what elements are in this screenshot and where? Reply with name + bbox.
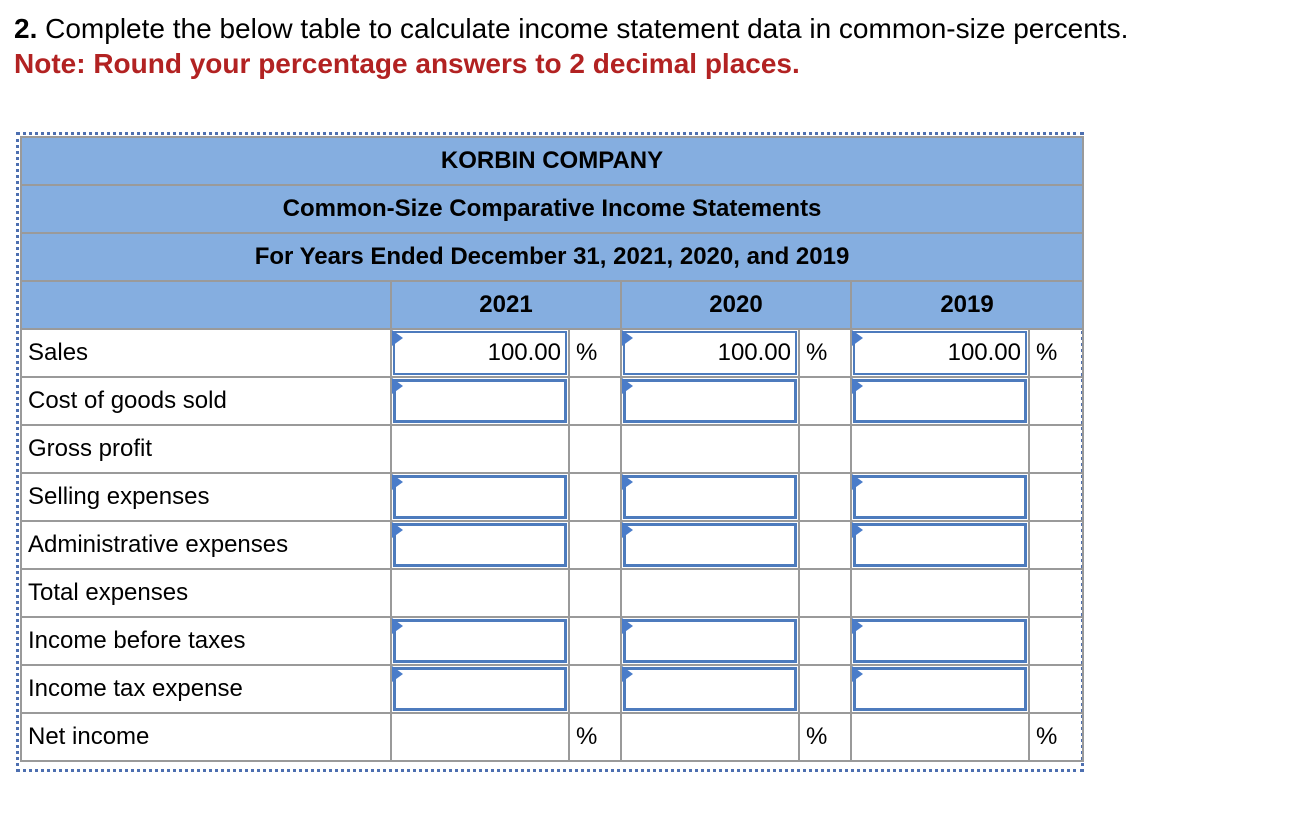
- total-expenses-2020-value: [621, 569, 799, 617]
- percent-sign: %: [799, 329, 851, 377]
- admin-expenses-2019-input[interactable]: [853, 523, 1027, 567]
- question-body: Complete the below table to calculate income statement data in common-size percents.: [45, 13, 1129, 44]
- gross-profit-2019-value: [851, 425, 1029, 473]
- year-header-2019: 2019: [851, 281, 1083, 329]
- income-tax-2020-input[interactable]: [623, 667, 797, 711]
- percent-sign: %: [569, 329, 621, 377]
- year-header-blank: [21, 281, 391, 329]
- percent-sign: %: [1029, 329, 1083, 377]
- admin-expenses-2020-input[interactable]: [623, 523, 797, 567]
- statement-title: Common-Size Comparative Income Statements: [21, 185, 1083, 233]
- input-marker-icon: [392, 330, 403, 346]
- gross-profit-2021-value: [391, 425, 569, 473]
- income-before-taxes-2019-input[interactable]: [853, 619, 1027, 663]
- row-label-administrative-expenses: Administrative expenses: [21, 521, 391, 569]
- row-label-selling-expenses: Selling expenses: [21, 473, 391, 521]
- row-label-total-expenses: Total expenses: [21, 569, 391, 617]
- rounding-note: Note: Round your percentage answers to 2 decimal places.: [14, 48, 800, 79]
- table-row: [21, 377, 1083, 425]
- statement-period: For Years Ended December 31, 2021, 2020, and 2019: [21, 233, 1083, 281]
- net-income-2020-value: [621, 713, 799, 761]
- row-label-cogs: Cost of goods sold: [21, 377, 391, 425]
- input-marker-icon: [852, 330, 863, 346]
- input-marker-icon: [622, 474, 633, 490]
- row-label-gross-profit: Gross profit: [21, 425, 391, 473]
- company-name: KORBIN COMPANY: [21, 137, 1083, 185]
- total-expenses-2019-value: [851, 569, 1029, 617]
- percent-sign: %: [799, 713, 851, 761]
- income-tax-2021-input[interactable]: [393, 667, 567, 711]
- selling-expenses-2020-input[interactable]: [623, 475, 797, 519]
- selling-expenses-2019-input[interactable]: [853, 475, 1027, 519]
- income-statement-table: [20, 136, 1084, 762]
- net-income-2019-value: [851, 713, 1029, 761]
- input-marker-icon: [852, 618, 863, 634]
- input-marker-icon: [852, 666, 863, 682]
- net-income-2021-value: [391, 713, 569, 761]
- cogs-2019-input[interactable]: [853, 379, 1027, 423]
- cogs-2021-input[interactable]: [393, 379, 567, 423]
- cogs-2020-input[interactable]: [623, 379, 797, 423]
- row-label-sales: Sales: [21, 329, 391, 377]
- input-marker-icon: [392, 666, 403, 682]
- sales-2019-cell: [851, 329, 1029, 377]
- table-row: [21, 713, 1083, 761]
- input-marker-icon: [392, 378, 403, 394]
- input-marker-icon: [622, 522, 633, 538]
- input-marker-icon: [852, 474, 863, 490]
- income-tax-2019-input[interactable]: [853, 667, 1027, 711]
- input-marker-icon: [392, 474, 403, 490]
- selling-expenses-2021-input[interactable]: [393, 475, 567, 519]
- row-label-income-before-taxes: Income before taxes: [21, 617, 391, 665]
- gross-profit-2020-value: [621, 425, 799, 473]
- table-row: [21, 521, 1083, 569]
- table-row: [21, 329, 1083, 377]
- table-row: [21, 569, 1083, 617]
- question-number: 2.: [14, 13, 38, 44]
- table-row: [21, 425, 1083, 473]
- year-header-2021: 2021: [391, 281, 621, 329]
- table-row: [21, 617, 1083, 665]
- percent-sign: %: [1029, 713, 1083, 761]
- sales-2021-cell: [391, 329, 569, 377]
- input-marker-icon: [622, 618, 633, 634]
- input-marker-icon: [622, 330, 633, 346]
- admin-expenses-2021-input[interactable]: [393, 523, 567, 567]
- input-marker-icon: [392, 618, 403, 634]
- input-marker-icon: [622, 666, 633, 682]
- percent-sign: %: [569, 713, 621, 761]
- sales-2021-input[interactable]: [393, 331, 567, 375]
- total-expenses-2021-value: [391, 569, 569, 617]
- income-before-taxes-2021-input[interactable]: [393, 619, 567, 663]
- input-marker-icon: [392, 522, 403, 538]
- sales-2020-cell: [621, 329, 799, 377]
- input-marker-icon: [622, 378, 633, 394]
- question-text: [14, 12, 1128, 46]
- sales-2020-input[interactable]: [623, 331, 797, 375]
- input-marker-icon: [852, 522, 863, 538]
- table-row: [21, 665, 1083, 713]
- input-marker-icon: [852, 378, 863, 394]
- row-label-income-tax-expense: Income tax expense: [21, 665, 391, 713]
- year-header-2020: 2020: [621, 281, 851, 329]
- table-row: [21, 473, 1083, 521]
- row-label-net-income: Net income: [21, 713, 391, 761]
- sales-2019-input[interactable]: [853, 331, 1027, 375]
- income-before-taxes-2020-input[interactable]: [623, 619, 797, 663]
